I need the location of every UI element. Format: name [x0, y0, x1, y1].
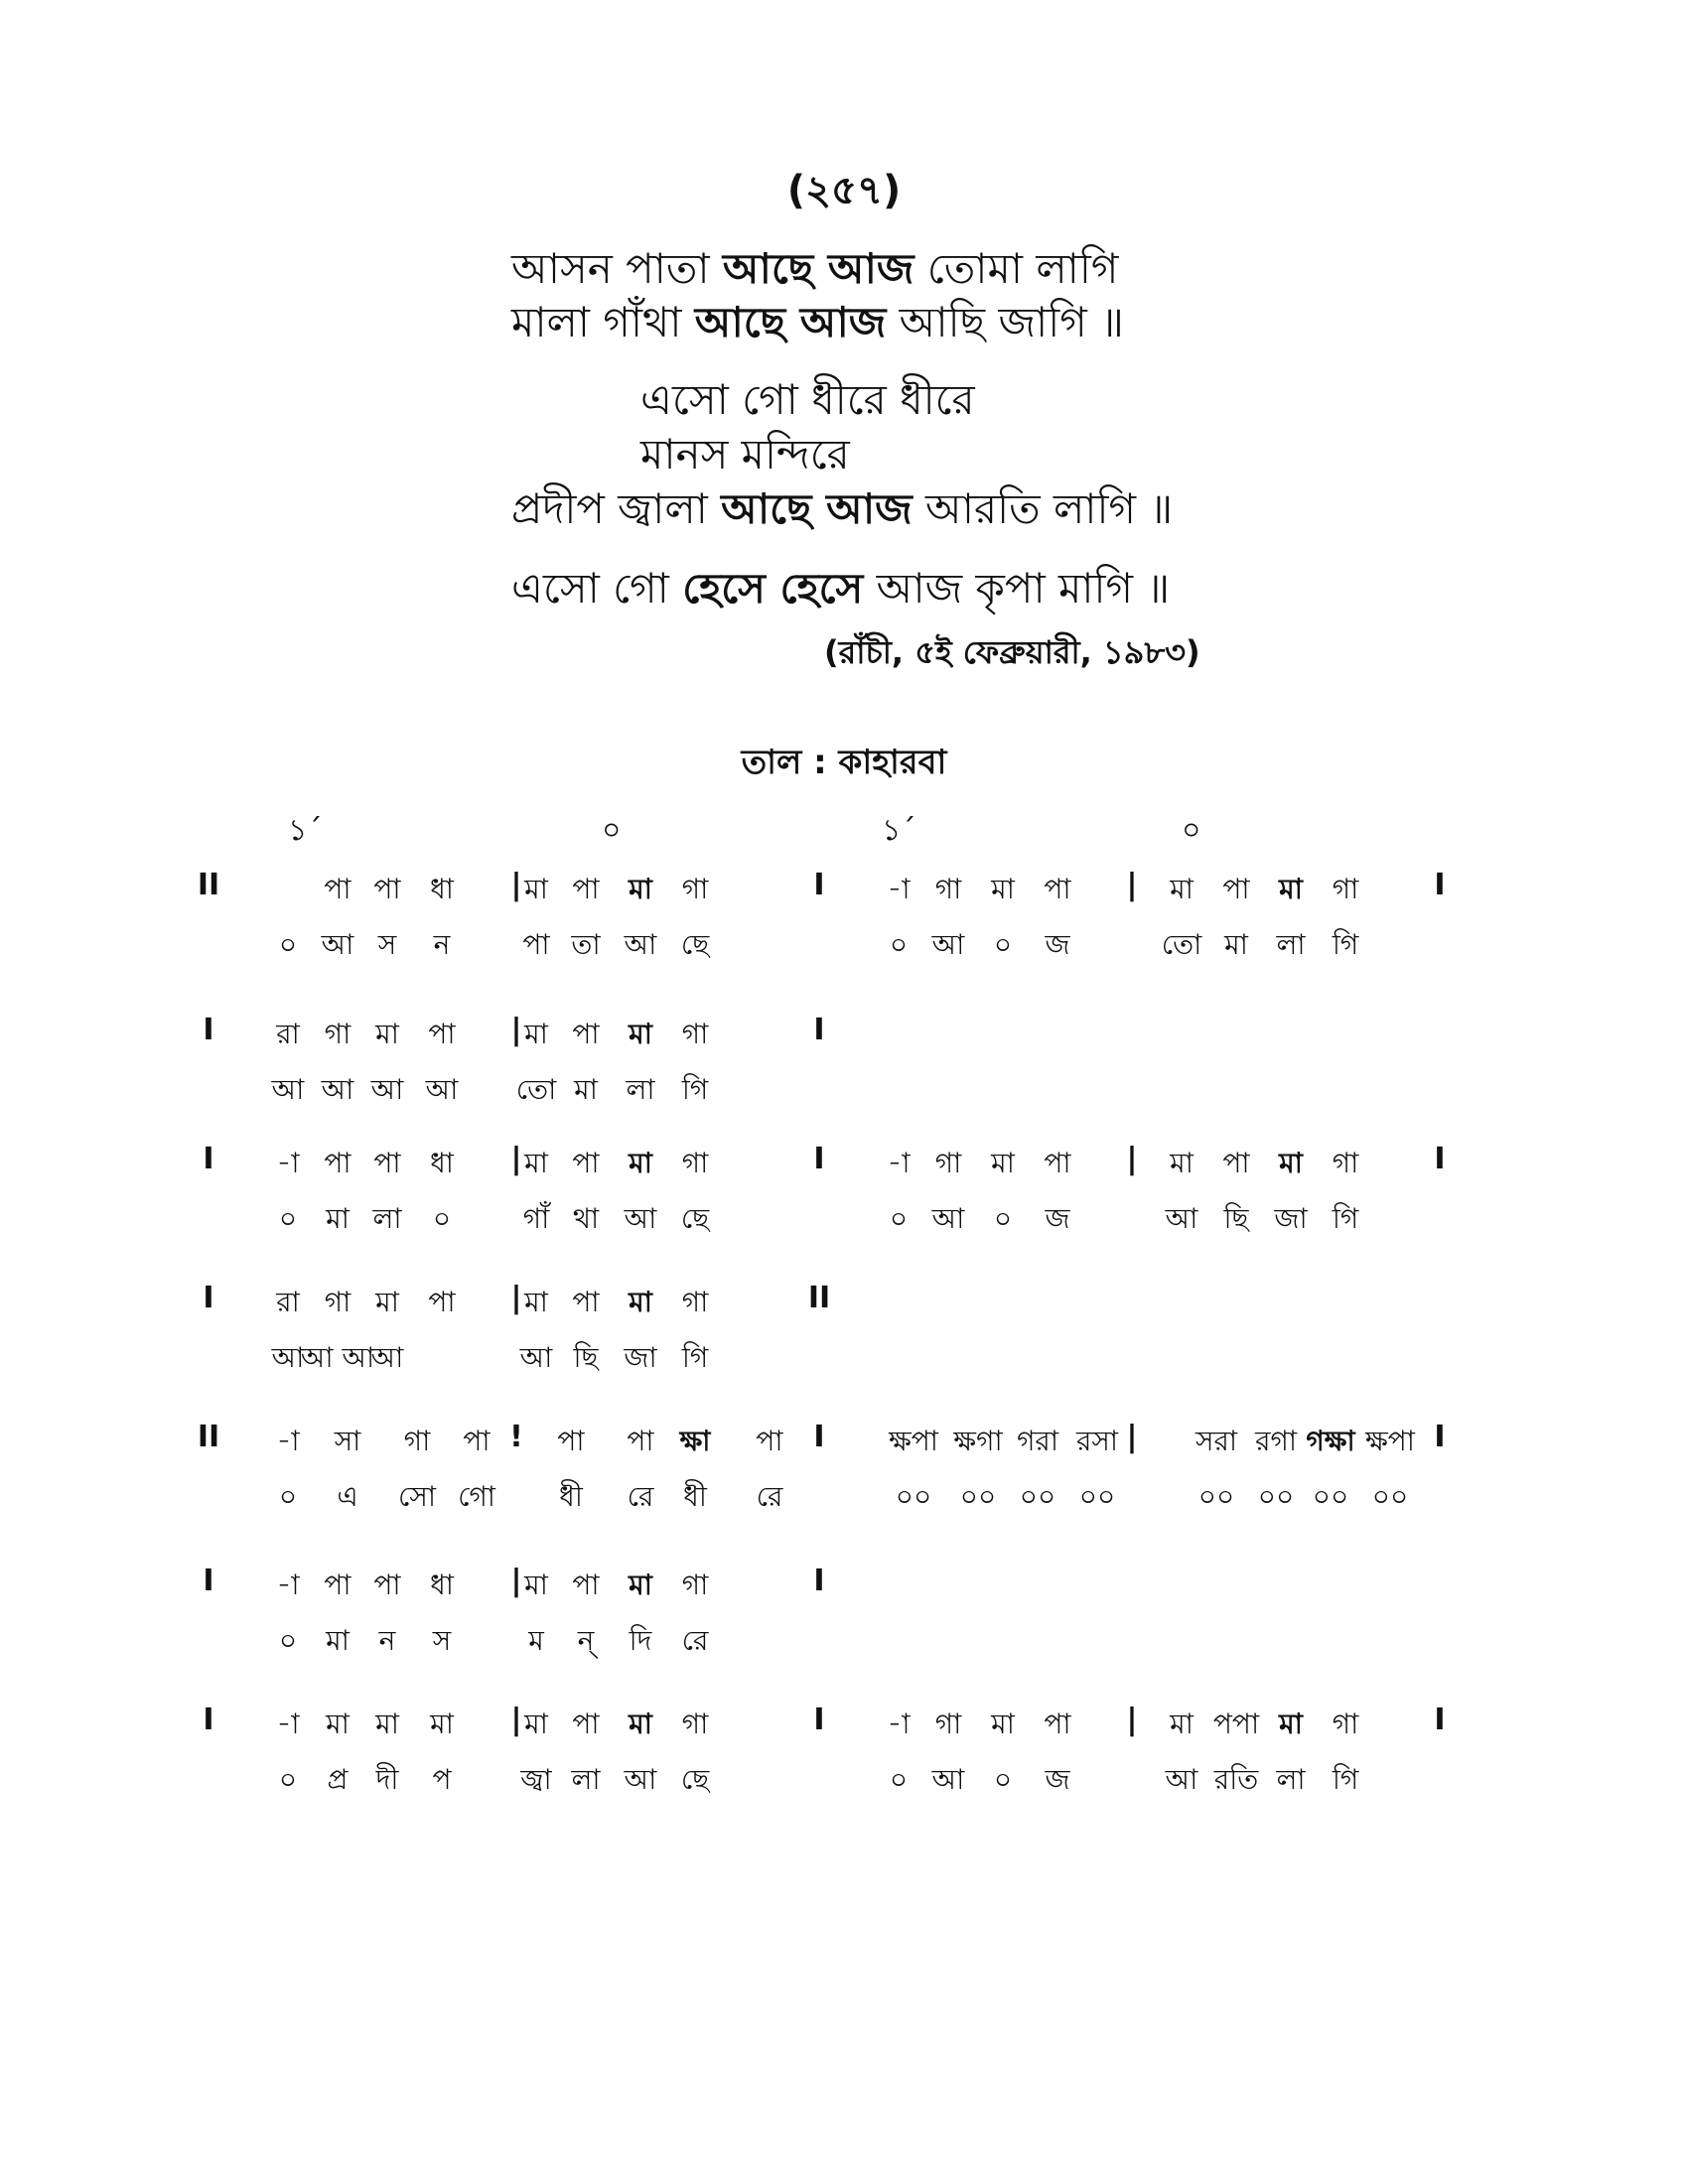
- lyric-syllable: ০: [278, 1202, 298, 1235]
- lyric-syllable: ০০: [959, 1480, 997, 1513]
- swara-note: গা: [324, 1286, 352, 1318]
- lyric-syllable: ন: [433, 928, 451, 961]
- swara-note: সা: [334, 1425, 361, 1457]
- swara-note: -া: [276, 1569, 300, 1601]
- lyric-syllable: জ্বা: [520, 1763, 552, 1796]
- lyric-syllable: সো: [398, 1480, 436, 1513]
- lyric-syllable: জ: [1045, 1202, 1070, 1235]
- swara-note: মা: [1279, 1147, 1303, 1179]
- swara-note: মা: [375, 1018, 399, 1050]
- swara-note: মা: [375, 1707, 399, 1740]
- lyric-emphasis: হেসে হেসে: [682, 564, 864, 613]
- swara-note: মা: [524, 1569, 548, 1601]
- swara-note: মা: [524, 873, 548, 905]
- swara-note: পা: [756, 1425, 783, 1457]
- lyric-text: আছি জাগি ॥: [886, 298, 1124, 346]
- swara-note: গা: [681, 1286, 709, 1318]
- lyric-syllable: মা: [326, 1202, 350, 1235]
- lyric-syllable: ছি: [573, 1341, 599, 1374]
- lyric-syllable: তো: [515, 1073, 557, 1106]
- syllable-row: [0, 1758, 1688, 1798]
- swara-note: পা: [572, 1707, 600, 1740]
- barline: |: [510, 868, 522, 902]
- lyric-syllable: আ: [1165, 1202, 1198, 1235]
- swara-row: [0, 1281, 1688, 1320]
- swara-note: ক্ষপা: [1365, 1425, 1415, 1457]
- barline: I: [813, 1142, 825, 1176]
- lyric-syllable: ০০: [895, 1480, 932, 1513]
- syllable-row: [0, 923, 1688, 963]
- lyric-syllable: আ: [931, 1763, 965, 1796]
- lyric-syllable: রতি: [1213, 1763, 1259, 1796]
- lyric-syllable: আ: [271, 1073, 305, 1106]
- swara-note: গা: [403, 1425, 431, 1457]
- lyric-syllable: রে: [627, 1480, 654, 1513]
- swara-note: গা: [681, 1018, 709, 1050]
- lyric-text: প্রদীপ জ্বালা: [511, 484, 722, 533]
- swara-note: মা: [629, 1707, 652, 1740]
- lyric-syllable: ০: [889, 928, 909, 961]
- lyric-line: [511, 477, 1173, 547]
- swara-note: পা: [324, 873, 352, 905]
- lyric-syllable: প: [432, 1763, 452, 1796]
- swara-note: পা: [572, 1018, 600, 1050]
- lyric-syllable: আ: [321, 928, 354, 961]
- lyric-syllable: মা: [326, 1624, 350, 1657]
- swara-note: -া: [276, 1707, 300, 1740]
- lyric-syllable: থা: [572, 1202, 600, 1235]
- swara-note: -া: [887, 1147, 911, 1179]
- lyric-syllable: আ: [931, 928, 965, 961]
- swara-note: গা: [934, 1147, 962, 1179]
- barline: II: [807, 1281, 831, 1315]
- swara-note: পা: [373, 1147, 401, 1179]
- barline: |: [1126, 868, 1138, 902]
- lyric-syllable: জা: [624, 1341, 657, 1374]
- barline: |: [510, 1013, 522, 1047]
- swara-note: -া: [276, 1425, 300, 1457]
- lyric-syllable: আ: [624, 1202, 657, 1235]
- lyric-emphasis: আছে আজ: [721, 484, 913, 533]
- swara-note: ধা: [430, 1569, 454, 1601]
- swara-row: [0, 1013, 1688, 1052]
- lyric-syllable: গি: [681, 1073, 709, 1106]
- lyric-syllable: ম: [528, 1624, 544, 1657]
- swara-note: গা: [681, 1147, 709, 1179]
- lyric-text: এসো গো: [511, 564, 683, 613]
- lyric-syllable: আ: [931, 1202, 965, 1235]
- syllable-row: [0, 1197, 1688, 1237]
- lyric-syllable: ০: [993, 928, 1013, 961]
- lyric-syllable: ০০: [1078, 1480, 1116, 1513]
- barline: I: [203, 1281, 214, 1315]
- barline: |: [1126, 1703, 1138, 1737]
- lyric-syllable: ছি: [1223, 1202, 1249, 1235]
- swara-note: মা: [991, 1147, 1015, 1179]
- lyric-syllable: জ: [1045, 928, 1070, 961]
- swara-note: গা: [1332, 1707, 1359, 1740]
- swara-note: -া: [887, 1707, 911, 1740]
- lyric-syllable: লা: [571, 1763, 601, 1796]
- lyric-syllable: ০০: [1371, 1480, 1409, 1513]
- swara-note: পা: [557, 1425, 585, 1457]
- lyric-text: আজ কৃপা মাগি ॥: [863, 564, 1171, 613]
- syllable-row: [0, 1619, 1688, 1659]
- lyric-syllable: গি: [1332, 1202, 1359, 1235]
- swara-note: মা: [1279, 1707, 1303, 1740]
- lyric-syllable: স: [377, 928, 397, 961]
- barline: |: [510, 1703, 522, 1737]
- lyric-syllable: ধী: [559, 1480, 583, 1513]
- lyric-syllable: ধী: [683, 1480, 707, 1513]
- swara-note: গা: [324, 1018, 352, 1050]
- swara-note: গা: [934, 1707, 962, 1740]
- lyric-syllable: ০০: [1197, 1480, 1235, 1513]
- lyric-syllable: ০০: [1312, 1480, 1349, 1513]
- lyric-syllable: মা: [1224, 928, 1248, 961]
- barline: I: [1434, 1142, 1446, 1176]
- lyric-syllable: ০: [889, 1202, 909, 1235]
- lyric-syllable: আ: [624, 928, 657, 961]
- barline: !: [509, 1420, 523, 1454]
- swara-note: ক্ষা: [679, 1425, 711, 1457]
- lyric-syllable: তা: [571, 928, 601, 961]
- lyric-syllable: স: [432, 1624, 452, 1657]
- lyric-syllable: লা: [372, 1202, 402, 1235]
- lyric-line: [511, 556, 1170, 626]
- barline: |: [1126, 1420, 1138, 1454]
- swara-note: মা: [1170, 873, 1194, 905]
- swara-note: মা: [524, 1147, 548, 1179]
- beat-marker: ১´: [288, 813, 323, 848]
- barline: |: [510, 1564, 522, 1598]
- lyric-syllable: ছে: [680, 1763, 710, 1796]
- lyric-syllable: আ: [519, 1341, 553, 1374]
- lyric-syllable: ০: [278, 928, 298, 961]
- lyric-syllable: রে: [681, 1624, 709, 1657]
- swara-note: মা: [629, 873, 652, 905]
- swara-note: -া: [276, 1147, 300, 1179]
- barline: I: [813, 1420, 825, 1454]
- swara-row: [0, 1142, 1688, 1181]
- swara-note: গা: [934, 873, 962, 905]
- swara-note: পা: [1044, 873, 1071, 905]
- swara-note: রা: [276, 1018, 300, 1050]
- swara-note: পা: [428, 1018, 456, 1050]
- lyric-line: [511, 290, 1124, 360]
- swara-note: গরা: [1017, 1425, 1058, 1457]
- swara-note: পা: [1222, 1147, 1250, 1179]
- beat-marker: ০: [602, 813, 622, 848]
- swara-note: -া: [887, 873, 911, 905]
- swara-note: ক্ষগা: [953, 1425, 1003, 1457]
- barline: I: [1434, 868, 1446, 902]
- barline: II: [197, 868, 220, 902]
- swara-note: গা: [681, 1569, 709, 1601]
- swara-note: গা: [1332, 873, 1359, 905]
- lyric-syllable: ন্: [577, 1624, 595, 1657]
- lyric-syllable: গি: [681, 1341, 709, 1374]
- barline: I: [203, 1013, 214, 1047]
- lyric-syllable: জা: [1274, 1202, 1308, 1235]
- swara-note: মা: [524, 1286, 548, 1318]
- swara-note: পা: [373, 1569, 401, 1601]
- tala-heading: তাল : কাহারবা: [741, 743, 947, 782]
- swara-note: মা: [1279, 873, 1303, 905]
- lyric-syllable: গি: [1332, 1763, 1359, 1796]
- lyric-syllable: এ: [337, 1480, 358, 1513]
- swara-note: পা: [572, 1286, 600, 1318]
- lyric-syllable: লা: [1276, 928, 1306, 961]
- swara-note: ক্ষপা: [889, 1425, 938, 1457]
- swara-note: পা: [1044, 1707, 1071, 1740]
- lyric-syllable: আ: [624, 1763, 657, 1796]
- lyric-syllable: ০: [993, 1763, 1013, 1796]
- syllable-row: [0, 1475, 1688, 1515]
- lyric-syllable: দী: [375, 1763, 399, 1796]
- swara-note: মা: [629, 1286, 652, 1318]
- swara-note: মা: [991, 873, 1015, 905]
- syllable-row: [0, 1336, 1688, 1376]
- lyric-syllable: গো: [458, 1480, 495, 1513]
- barline: |: [510, 1281, 522, 1315]
- swara-note: রা: [276, 1286, 300, 1318]
- lyric-syllable: জ: [1045, 1763, 1070, 1796]
- lyric-syllable: পা: [522, 928, 550, 961]
- swara-note: পা: [373, 873, 401, 905]
- swara-note: মা: [430, 1707, 454, 1740]
- barline: |: [510, 1142, 522, 1176]
- composition-date: (রাঁচী, ৫ই ফেব্রুয়ারী, ১৯৮৩): [824, 633, 1200, 671]
- lyric-text: এসো গো ধীরে: [640, 375, 887, 424]
- swara-note: পা: [324, 1569, 352, 1601]
- lyric-syllable: লা: [626, 1073, 655, 1106]
- swara-row: [0, 1703, 1688, 1742]
- lyric-syllable: ০: [432, 1202, 452, 1235]
- swara-note: মা: [1170, 1707, 1194, 1740]
- swara-note: পা: [572, 1147, 600, 1179]
- swara-note: মা: [524, 1707, 548, 1740]
- swara-note: পা: [627, 1425, 654, 1457]
- swara-row: [0, 1420, 1688, 1459]
- lyric-syllable: ০: [278, 1480, 298, 1513]
- lyric-syllable: ছে: [680, 928, 710, 961]
- swara-note: ধা: [430, 1147, 454, 1179]
- barline: I: [813, 1703, 825, 1737]
- lyric-syllable: গাঁ: [522, 1202, 550, 1235]
- barline: II: [197, 1420, 220, 1454]
- swara-note: গক্ষা: [1306, 1425, 1355, 1457]
- barline: I: [813, 868, 825, 902]
- lyric-syllable: প্র: [327, 1763, 349, 1796]
- lyric-syllable: রে: [756, 1480, 783, 1513]
- beat-marker: ০: [1182, 813, 1201, 848]
- lyric-syllable: আ: [370, 1341, 404, 1374]
- swara-note: পা: [463, 1425, 491, 1457]
- swara-note: মা: [629, 1569, 652, 1601]
- lyric-syllable: মা: [574, 1073, 598, 1106]
- lyric-emphasis: আছে আজ: [722, 244, 914, 293]
- beat-marker: ১´: [882, 813, 916, 848]
- lyric-text: তোমা লাগি: [914, 244, 1119, 293]
- barline: I: [203, 1564, 214, 1598]
- lyric-text: ধীরে: [886, 375, 975, 424]
- syllable-row: [0, 1068, 1688, 1108]
- swara-note: পা: [572, 1569, 600, 1601]
- barline: I: [1434, 1703, 1446, 1737]
- lyric-syllable: ছে: [680, 1202, 710, 1235]
- lyric-text: আসন পাতা: [511, 244, 723, 293]
- lyric-syllable: ০০: [1019, 1480, 1056, 1513]
- swara-note: গা: [681, 1707, 709, 1740]
- swara-note: সরা: [1195, 1425, 1238, 1457]
- swara-note: মা: [375, 1286, 399, 1318]
- swara-row: [0, 1564, 1688, 1603]
- swara-note: পা: [1222, 873, 1250, 905]
- lyric-syllable: আ: [271, 1341, 305, 1374]
- lyric-text: মালা গাঁথা: [511, 298, 695, 346]
- barline: I: [1434, 1420, 1446, 1454]
- barline: I: [203, 1703, 214, 1737]
- swara-note: পা: [572, 873, 600, 905]
- lyric-syllable: ০০: [1257, 1480, 1295, 1513]
- lyric-syllable: আ আ: [300, 1341, 375, 1374]
- lyric-syllable: ০: [889, 1763, 909, 1796]
- lyric-syllable: ০: [278, 1624, 298, 1657]
- lyric-emphasis: আছে আজ: [694, 298, 887, 346]
- swara-note: মা: [629, 1018, 652, 1050]
- swara-note: পা: [324, 1147, 352, 1179]
- lyric-syllable: ০: [993, 1202, 1013, 1235]
- swara-note: পা: [1044, 1147, 1071, 1179]
- swara-note: মা: [629, 1147, 652, 1179]
- swara-note: গা: [681, 873, 709, 905]
- lyric-text: মানস মন্দিরে: [640, 430, 850, 478]
- barline: I: [203, 1142, 214, 1176]
- swara-note: মা: [326, 1707, 350, 1740]
- lyric-syllable: গি: [1332, 928, 1359, 961]
- swara-note: রসা: [1075, 1425, 1119, 1457]
- lyric-syllable: লা: [1276, 1763, 1306, 1796]
- barline: I: [813, 1564, 825, 1598]
- swara-note: রগা: [1255, 1425, 1297, 1457]
- lyric-syllable: আ: [370, 1073, 404, 1106]
- lyric-syllable: তো: [1161, 928, 1202, 961]
- lyric-syllable: দি: [629, 1624, 652, 1657]
- lyric-syllable: আ: [1165, 1763, 1198, 1796]
- barline: I: [813, 1013, 825, 1047]
- barline: |: [1126, 1142, 1138, 1176]
- swara-note: পপা: [1212, 1707, 1260, 1740]
- lyric-syllable: ন: [378, 1624, 396, 1657]
- swara-note: পা: [428, 1286, 456, 1318]
- lyric-syllable: ০: [278, 1763, 298, 1796]
- swara-row: [0, 868, 1688, 907]
- lyric-text: আরতি লাগি ॥: [912, 484, 1174, 533]
- swara-note: ধা: [430, 873, 454, 905]
- swara-note: মা: [1170, 1147, 1194, 1179]
- swara-note: মা: [524, 1018, 548, 1050]
- swara-note: মা: [991, 1707, 1015, 1740]
- page-number: (২৫৭): [786, 168, 902, 213]
- lyric-syllable: আ: [321, 1073, 354, 1106]
- lyric-syllable: আ: [425, 1073, 459, 1106]
- swara-note: গা: [1332, 1147, 1359, 1179]
